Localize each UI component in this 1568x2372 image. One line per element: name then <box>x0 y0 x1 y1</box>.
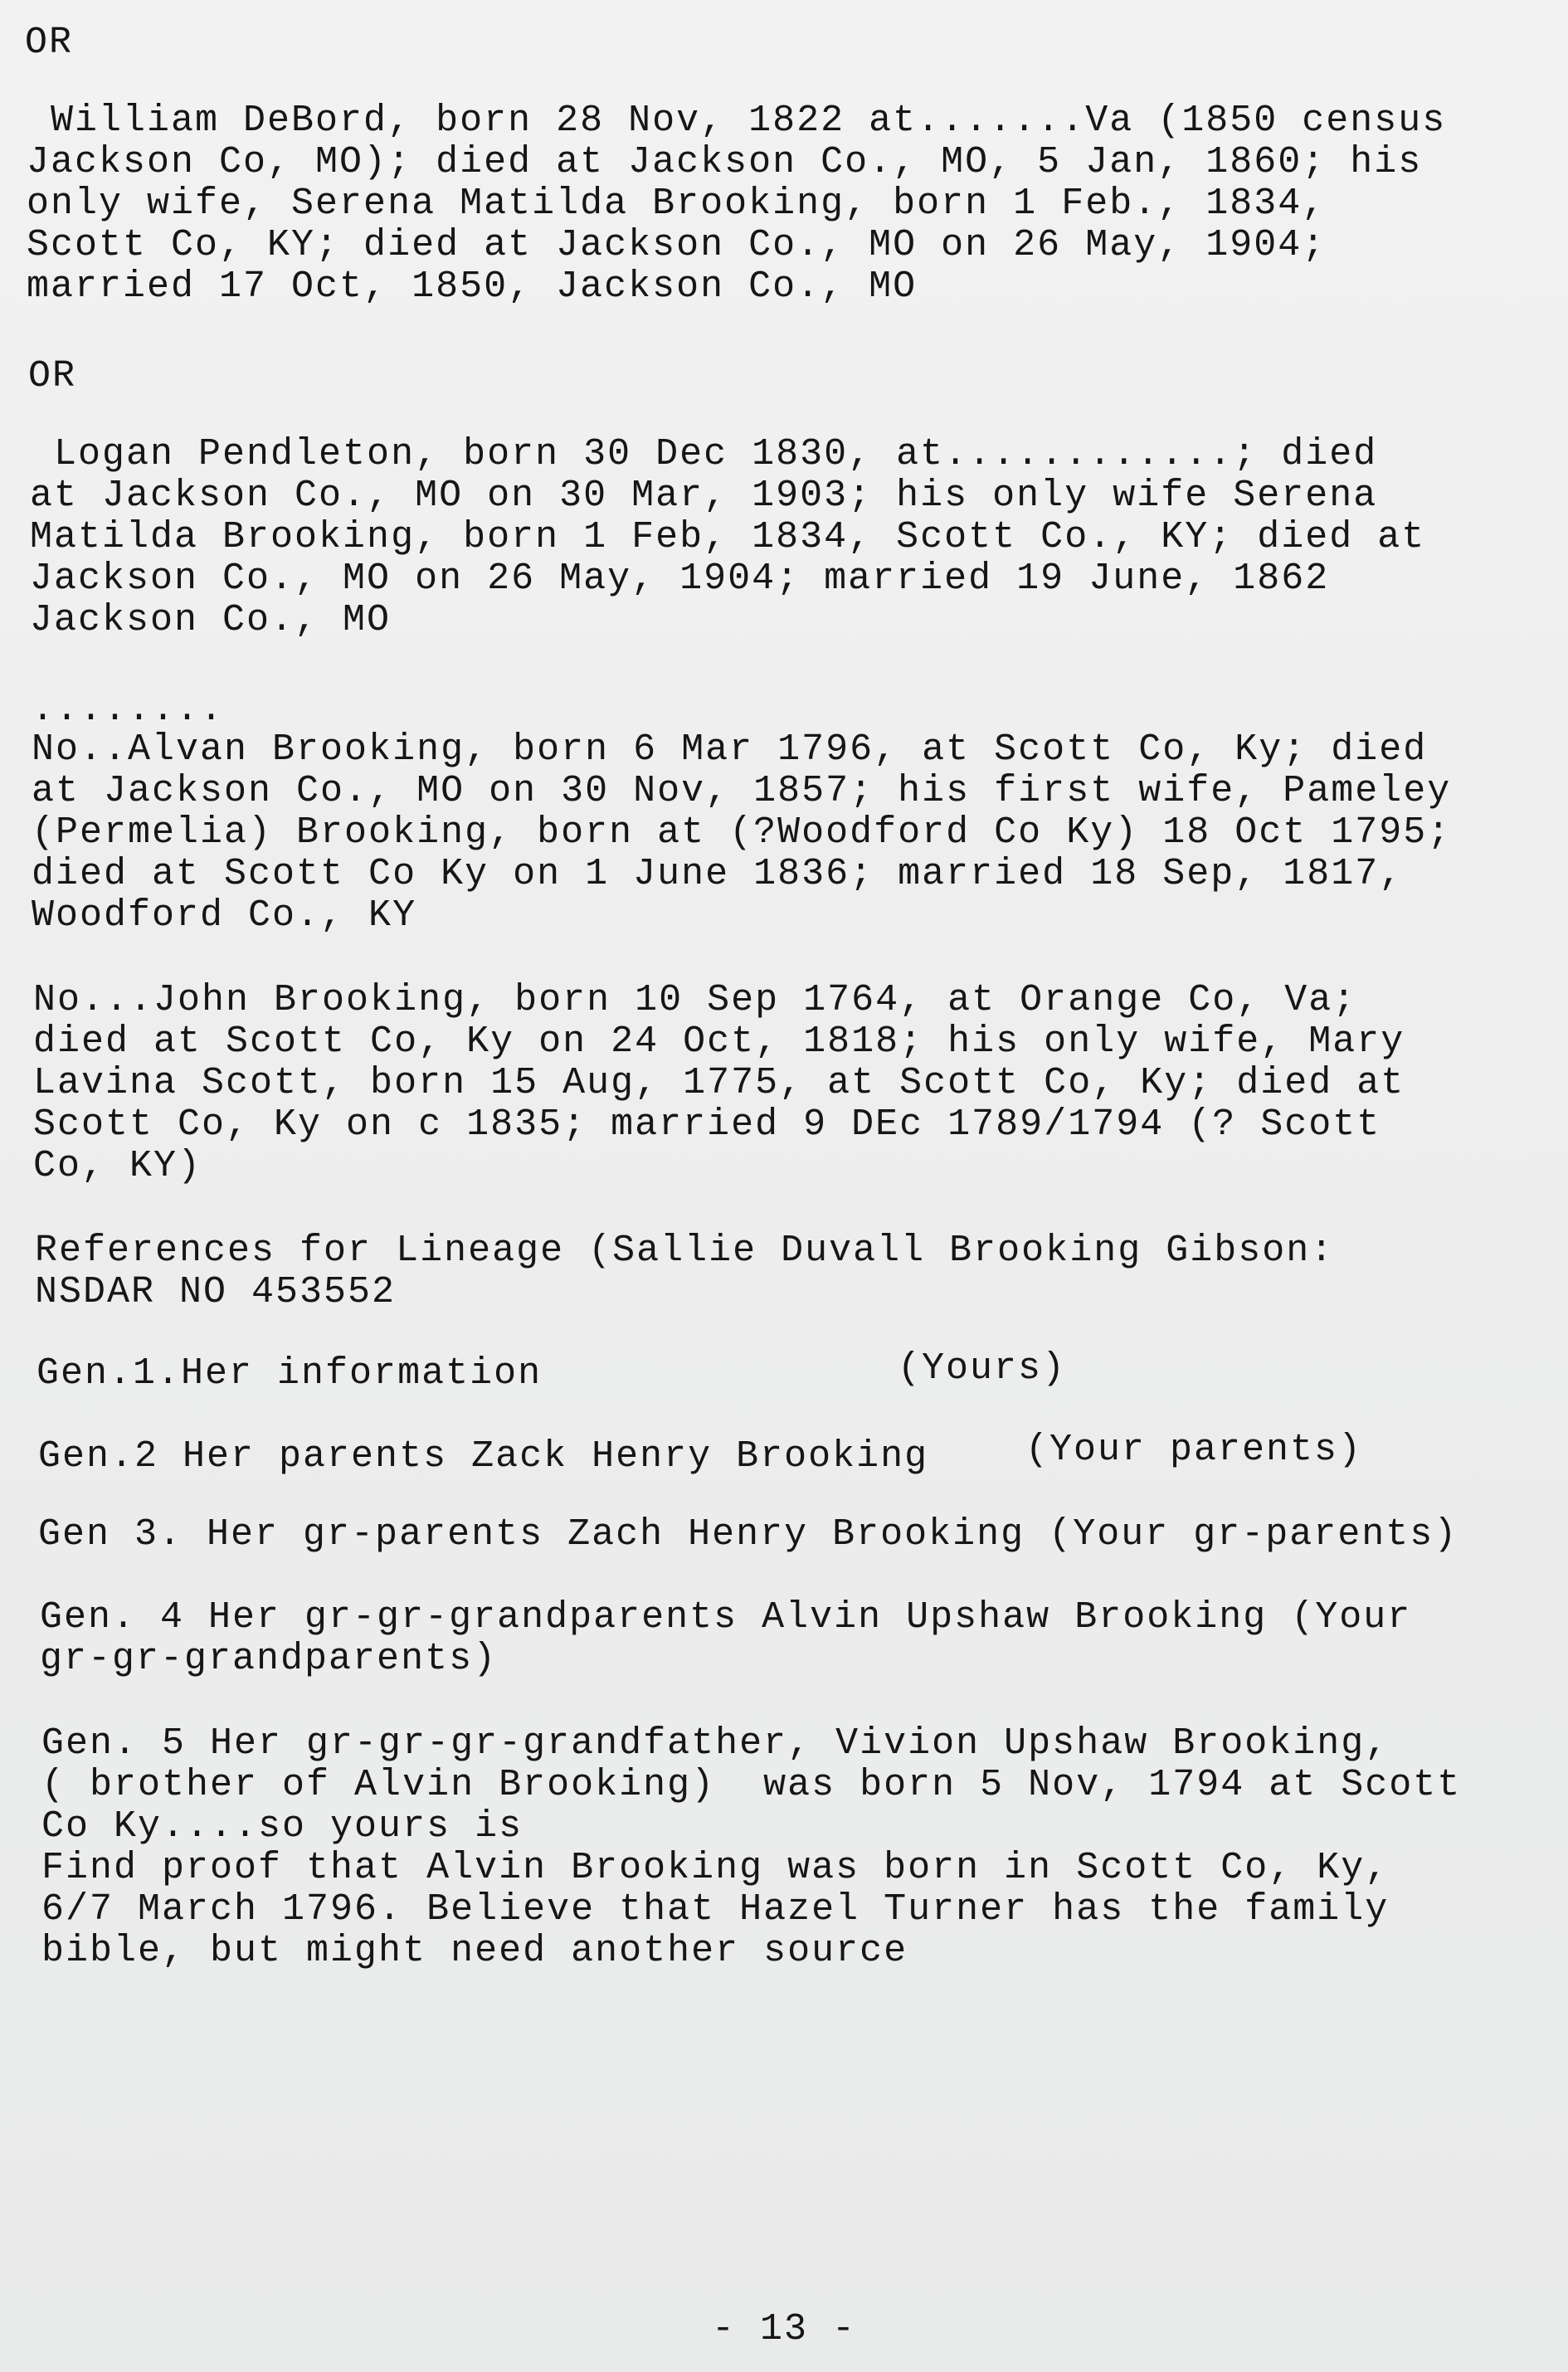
gen-4-line-2: gr-gr-grandparents) <box>40 1638 498 1680</box>
page-number: - 13 - <box>711 2308 857 2350</box>
gen-5-line-2: ( brother of Alvin Brooking) was born 5 Nov, 1794 at Scott <box>41 1764 1462 1806</box>
references-line-1: References for Lineage (Sallie Duvall Brooking Gibson: <box>35 1230 1335 1272</box>
gen-5-line-6: bible, but might need another source <box>41 1930 908 1972</box>
or-separator-1: OR <box>25 22 74 64</box>
john-line-4: Scott Co, Ky on c 1835; married 9 DEc 1789/1794 (? Scott <box>33 1103 1381 1146</box>
gen-1-note: (Yours) <box>898 1347 1067 1390</box>
alvan-line-3: (Permelia) Brooking, born at (?Woodford Co Ky) 18 Oct 1795; <box>32 811 1452 854</box>
john-line-1: No...John Brooking, born 10 Sep 1764, at Orange Co, Va; <box>33 979 1357 1021</box>
gen-4-line-1: Gen. 4 Her gr-gr-grandparents Alvin Upshaw Brooking (Your <box>40 1596 1412 1639</box>
debord-line-1: William DeBord, born 28 Nov, 1822 at.......Va (1850 census <box>27 100 1447 142</box>
gen-3-row: Gen 3. Her gr-parents Zach Henry Brooking (Your gr-parents) <box>38 1513 1458 1556</box>
john-line-2: died at Scott Co, Ky on 24 Oct, 1818; his only wife, Mary <box>33 1020 1405 1063</box>
debord-line-2: Jackson Co, MO); died at Jackson Co., MO, 5 Jan, 1860; his <box>27 141 1423 183</box>
john-line-3: Lavina Scott, born 15 Aug, 1775, at Scott Co, Ky; died at <box>33 1062 1405 1104</box>
gen-5-line-5: 6/7 March 1796. Believe that Hazel Turner has the family <box>41 1888 1390 1931</box>
gen-2-note: (Your parents) <box>1025 1429 1363 1471</box>
alvan-line-4: died at Scott Co Ky on 1 June 1836; married 18 Sep, 1817, <box>32 853 1404 895</box>
debord-line-3: only wife, Serena Matilda Brooking, born 1 Feb., 1834, <box>27 183 1327 225</box>
pendleton-line-4: Jackson Co., MO on 26 May, 1904; married 19 June, 1862 <box>30 558 1330 600</box>
pendleton-line-5: Jackson Co., MO <box>30 599 392 641</box>
alvan-line-2: at Jackson Co., MO on 30 Nov, 1857; his first wife, Pameley <box>32 770 1452 812</box>
pendleton-line-3: Matilda Brooking, born 1 Feb, 1834, Scott Co., KY; died at <box>30 516 1426 558</box>
pendleton-line-1: Logan Pendleton, born 30 Dec 1830, at............; died <box>30 433 1378 475</box>
debord-line-5: married 17 Oct, 1850, Jackson Co., MO <box>27 265 918 308</box>
or-separator-2: OR <box>28 355 77 397</box>
dotted-separator: ........ <box>32 689 225 731</box>
gen-5-line-1: Gen. 5 Her gr-gr-gr-grandfather, Vivion Upshaw Brooking, <box>41 1722 1390 1765</box>
gen-1-label: Gen.1.Her information <box>37 1352 543 1395</box>
pendleton-line-2: at Jackson Co., MO on 30 Mar, 1903; his only wife Serena <box>30 475 1378 517</box>
alvan-line-1: No..Alvan Brooking, born 6 Mar 1796, at Scott Co, Ky; died <box>32 728 1428 771</box>
gen-5-line-3: Co Ky....so yours is <box>41 1805 523 1848</box>
alvan-line-5: Woodford Co., KY <box>32 894 417 937</box>
john-line-5: Co, KY) <box>33 1145 202 1187</box>
references-line-2: NSDAR NO 453552 <box>35 1271 397 1313</box>
debord-line-4: Scott Co, KY; died at Jackson Co., MO on 26 May, 1904; <box>27 224 1327 266</box>
gen-5-line-4: Find proof that Alvin Brooking was born in Scott Co, Ky, <box>41 1847 1390 1889</box>
gen-2-label: Gen.2 Her parents Zack Henry Brooking <box>38 1435 929 1478</box>
